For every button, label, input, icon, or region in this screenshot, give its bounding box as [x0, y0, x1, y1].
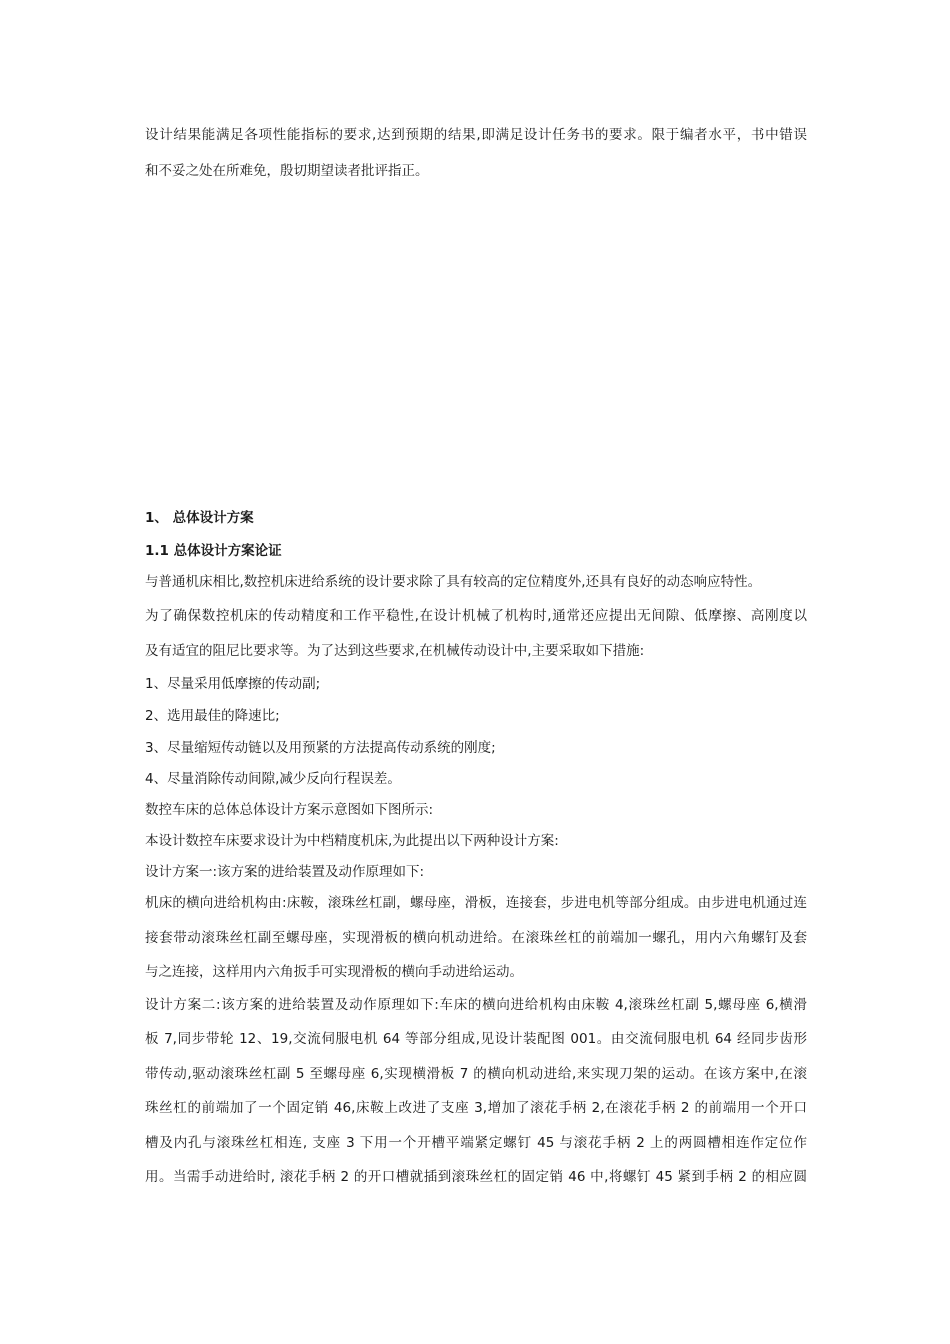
body-line: 及有适宜的阻尼比要求等。为了达到这些要求,在机械传动设计中,主要采取如下措施:: [145, 643, 645, 659]
body-line: 机床的横向进给机构由:床鞍，滚珠丝杠副，螺母座，滑板，连接套，步进电机等部分组成。由步进电机通过连: [145, 895, 807, 911]
body-line: 带传动,驱动滚珠丝杠副 5 至螺母座 6,实现横滑板 7 的横向机动进给,来实现刀架的运动。在该方案中,在滚: [145, 1066, 807, 1082]
body-line: 用。当需手动进给时, 滚花手柄 2 的开口槽就插到滚珠丝杠的固定销 46 中,将螺钉 45 紧到手柄 2 的相应圆: [145, 1169, 807, 1185]
body-line: 与普通机床相比,数控机床进给系统的设计要求除了具有较高的定位精度外,还具有良好的动态响应特性。: [145, 574, 762, 590]
body-line: 设计方案二:该方案的进给装置及动作原理如下:车床的横向进给机构由床鞍 4,滚珠丝杠副 5,螺母座 6,横滑: [145, 997, 807, 1013]
list-item: 2、选用最佳的降速比;: [145, 708, 280, 724]
body-line: 珠丝杠的前端加了一个固定销 46,床鞍上改进了支座 3,增加了滚花手柄 2,在滚花手柄 2 的前端用一个开口: [145, 1100, 807, 1116]
body-line: 为了确保数控机床的传动精度和工作平稳性,在设计机械了机构时,通常还应提出无间隙、低摩擦、高刚度以: [145, 608, 807, 624]
body-line: 槽及内孔与滚珠丝杠相连, 支座 3 下用一个开槽平端紧定螺钉 45 与滚花手柄 2 上的两圆槽相连作定位作: [145, 1135, 807, 1151]
list-item: 3、尽量缩短传动链以及用预紧的方法提高传动系统的刚度;: [145, 740, 496, 756]
body-line: 本设计数控车床要求设计为中档精度机床,为此提出以下两种设计方案:: [145, 833, 559, 849]
body-line: 与之连接，这样用内六角扳手可实现滑板的横向手动进给运动。: [145, 964, 523, 980]
intro-line-1: 设计结果能满足各项性能指标的要求,达到预期的结果,即满足设计任务书的要求。限于编者水平，书中错误: [145, 127, 807, 143]
list-item: 1、尽量采用低摩擦的传动副;: [145, 676, 321, 692]
intro-line-2: 和不妥之处在所难免，殷切期望读者批评指正。: [145, 163, 429, 179]
body-line: 板 7,同步带轮 12、19,交流伺服电机 64 等部分组成,见设计装配图 001。由交流伺服电机 64 经同步齿形: [145, 1031, 807, 1047]
list-item: 4、尽量消除传动间隙,减少反向行程误差。: [145, 771, 401, 787]
section-heading: 1、 总体设计方案: [145, 510, 254, 526]
body-line: 接套带动滚珠丝杠副至螺母座，实现滑板的横向机动进给。在滚珠丝杠的前端加一螺孔，用内六角螺钉及套: [145, 930, 807, 946]
section-subheading: 1.1 总体设计方案论证: [145, 543, 282, 559]
body-line: 设计方案一:该方案的进给装置及动作原理如下:: [145, 864, 425, 880]
body-line: 数控车床的总体总体设计方案示意图如下图所示:: [145, 802, 434, 818]
